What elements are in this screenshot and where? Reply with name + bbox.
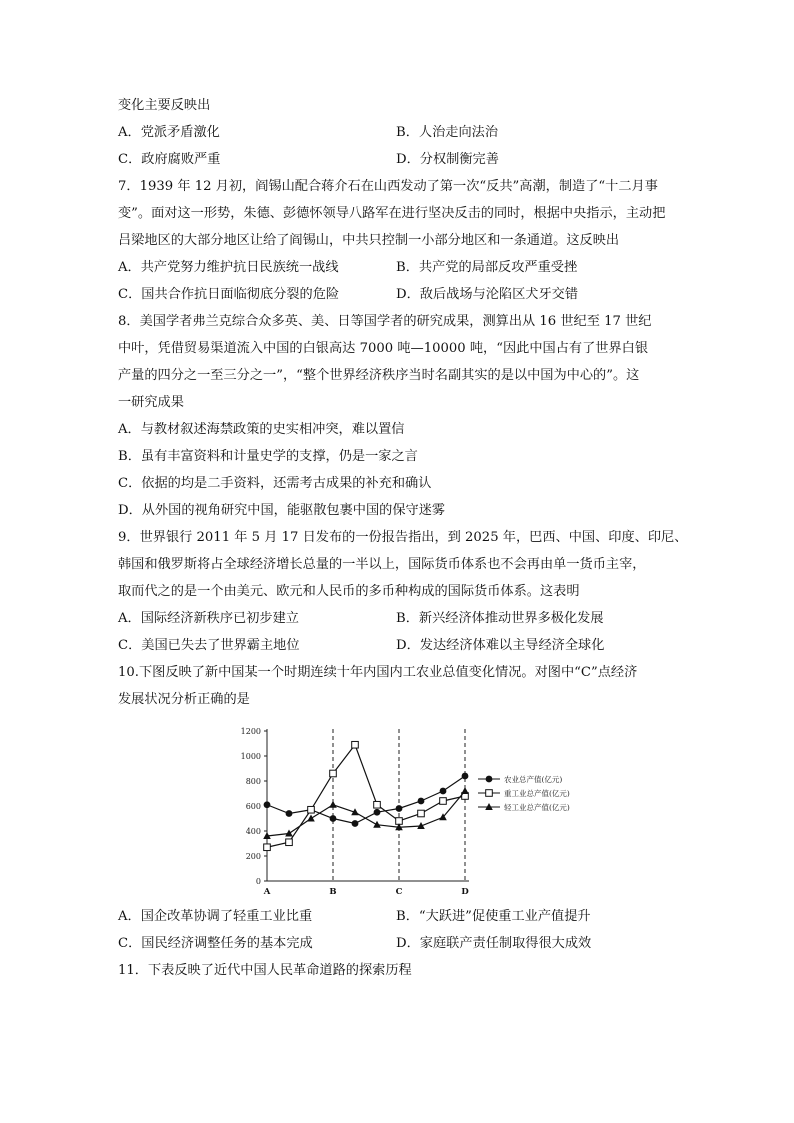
marker-label-c: C <box>395 887 403 897</box>
q7-option-a[interactable]: A．共产党努力维护抗日民族统一战线 <box>118 260 339 275</box>
q9-option-d[interactable]: D．发达经济体难以主导经济全球化 <box>396 638 605 653</box>
data-point <box>286 810 293 817</box>
legend-marker <box>486 776 493 783</box>
data-point <box>374 809 381 816</box>
q7-stem-line: 7．1939 年 12 月初，阎锡山配合蒋介石在山西发动了第一次“反共”高潮，制造了“十二月事 <box>118 179 658 194</box>
marker-label-a: A <box>263 887 271 897</box>
data-point <box>440 798 447 805</box>
q8-stem-line: 一研究成果 <box>118 395 184 410</box>
data-point <box>285 830 293 837</box>
q8-option-d[interactable]: D．从外国的视角研究中国，能驱散包裹中国的保守迷雾 <box>118 503 446 518</box>
q10-option-d[interactable]: D．家庭联产责任制取得很大成效 <box>396 936 592 951</box>
q7-option-c[interactable]: C．国共合作抗日面临彻底分裂的危险 <box>118 287 340 302</box>
legend-label: 轻工业总产值(亿元) <box>504 803 570 812</box>
data-point <box>461 787 469 794</box>
legend-marker <box>486 790 493 797</box>
data-point <box>440 788 447 795</box>
data-point <box>308 806 315 813</box>
y-tick-label: 200 <box>245 852 261 861</box>
data-point <box>330 770 337 777</box>
data-point <box>418 810 425 817</box>
data-point <box>373 821 381 828</box>
q8-stem-line: 中叶，凭借贸易渠道流入中国的白银高达 7000 吨—10000 吨，“因此中国占有了世界白银 <box>118 341 649 356</box>
q7-stem-line: 吕梁地区的大部分地区让给了阎锡山，中共只控制一小部分地区和一条通道。这反映出 <box>118 233 620 248</box>
y-tick-label: 1000 <box>240 752 261 761</box>
q9-stem-line: 韩国和俄罗斯将占全球经济增长总量的一半以上，国际货币体系也不会再由单一货币主宰， <box>118 557 646 572</box>
q8-option-c[interactable]: C．依据的均是二手资料，还需考古成果的补充和确认 <box>118 476 432 491</box>
q6-option-b[interactable]: B．人治走向法治 <box>396 125 499 140</box>
data-point <box>462 773 469 780</box>
q10-option-b[interactable]: B．“大跃进”促使重工业产值提升 <box>396 909 591 924</box>
q8-stem-line: 产量的四分之一至三分之一”，“整个世界经济秩序当时名副其实的是以中国为中心的”。这 <box>118 368 640 383</box>
q10-chart-svg <box>118 717 688 897</box>
data-point <box>264 801 271 808</box>
data-point <box>418 798 425 805</box>
q10-chart <box>118 717 688 897</box>
q10-option-a[interactable]: A．国企改革协调了轻重工业比重 <box>118 909 313 924</box>
q7-stem-line: 变”。面对这一形势，朱德、彭德怀领导八路军在进行坚决反击的同时，根据中央指示，主动把 <box>118 206 666 221</box>
y-tick-label: 1200 <box>240 727 261 736</box>
legend-label: 农业总产值(亿元) <box>504 775 563 784</box>
y-tick-label: 800 <box>245 777 261 786</box>
q6-options-row-1 <box>118 119 688 146</box>
q9-stem-line: 取而代之的是一个由美元、欧元和人民币的多币种构成的国际货币体系。这表明 <box>118 584 580 599</box>
y-tick-label: 600 <box>245 802 261 811</box>
y-tick-label: 400 <box>245 827 261 836</box>
q8-option-a[interactable]: A．与教材叙述海禁政策的史实相冲突，难以置信 <box>118 422 405 437</box>
y-tick-label: 0 <box>255 877 261 886</box>
q6-option-a[interactable]: A．党派矛盾激化 <box>118 125 220 140</box>
q10-options-row-2 <box>118 930 688 957</box>
q9-option-a[interactable]: A．国际经济新秩序已初步建立 <box>118 611 299 626</box>
data-point <box>264 844 271 851</box>
data-point <box>352 741 359 748</box>
q7-options-row-1 <box>118 254 688 281</box>
marker-label-b: B <box>329 887 337 897</box>
q8-stem-line: 8．美国学者弗兰克综合众多英、美、日等国学者的研究成果，测算出从 16 世纪至 17 世纪 <box>118 314 652 329</box>
data-point <box>286 839 293 846</box>
data-point <box>352 820 359 827</box>
q6-options-row-2 <box>118 146 688 173</box>
q7-option-b[interactable]: B．共产党的局部反攻严重受挫 <box>396 260 578 275</box>
q10-option-c[interactable]: C．国民经济调整任务的基本完成 <box>118 936 313 951</box>
series-line-2 <box>267 745 465 848</box>
marker-label-d: D <box>461 887 469 897</box>
q8-option-b[interactable]: B．虽有丰富资料和计量史学的支撑，仍是一家之言 <box>118 449 418 464</box>
data-point <box>329 801 337 808</box>
series-line-1 <box>267 776 465 824</box>
q10-stem-line: 10.下图反映了新中国某一个时期连续十年内国内工农业总值变化情况。对图中“C”点经济 <box>118 665 638 680</box>
data-point <box>374 801 381 808</box>
q6-option-c[interactable]: C．政府腐败严重 <box>118 152 221 167</box>
q6-stem-tail: 变化主要反映出 <box>118 98 211 113</box>
data-point <box>330 815 337 822</box>
legend-label: 重工业总产值(亿元) <box>504 789 570 798</box>
q9-options-row-1 <box>118 605 688 632</box>
data-point <box>307 815 315 822</box>
q9-option-b[interactable]: B．新兴经济体推动世界多极化发展 <box>396 611 604 626</box>
q11-stem-line: 11．下表反映了近代中国人民革命道路的探索历程 <box>118 963 412 978</box>
q7-option-d[interactable]: D．敌后战场与沦陷区犬牙交错 <box>396 287 579 302</box>
q7-options-row-2 <box>118 281 688 308</box>
q10-options-row-1 <box>118 903 688 930</box>
data-point <box>396 805 403 812</box>
series-line-3 <box>267 791 465 836</box>
q6-option-d[interactable]: D．分权制衡完善 <box>396 152 499 167</box>
q10-stem-line: 发展状况分析正确的是 <box>118 692 250 707</box>
q9-options-row-2 <box>118 632 688 659</box>
q9-option-c[interactable]: C．美国已失去了世界霸主地位 <box>118 638 300 653</box>
exam-page <box>118 92 688 984</box>
q9-stem-line: 9．世界银行 2011 年 5 月 17 日发布的一份报告指出，到 2025 年，巴西、中国、印度、印尼、 <box>118 530 688 545</box>
